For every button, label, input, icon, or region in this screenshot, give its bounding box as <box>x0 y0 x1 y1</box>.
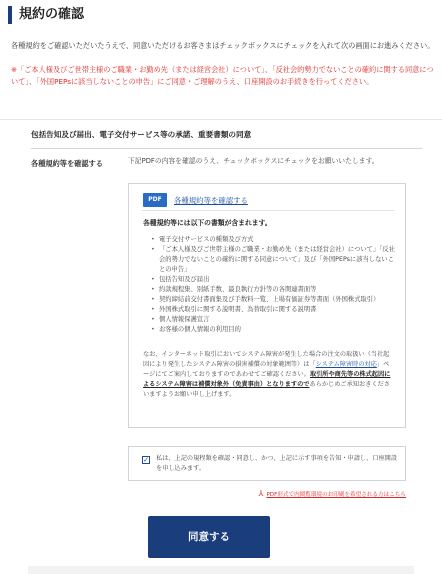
agree-checkbox[interactable]: ✓ <box>143 456 149 464</box>
pdf-request <box>259 489 406 498</box>
row-divider <box>31 148 422 149</box>
note-text: 」ページにてご案内しておりますのであわせてご確認ください。 <box>143 361 390 378</box>
documents-panel <box>128 183 406 428</box>
documents-heading: 各種規約等には以下の書類が含まれます。 <box>143 219 272 227</box>
list-item: • 「ご本人様及びご世帯主様のご職業・お勤め先（または経営会社）について」「反社会的勢力でないことの確約に関する同意について」及び「外国PEPsに該当しないことの申告」 <box>151 245 397 275</box>
pdf-icon: ⅄ <box>258 489 264 498</box>
note-text: あらかじめご承知おきくださいますようお願い申し上げます。 <box>143 381 390 398</box>
list-item: • 約款規程集、別紙手数、最良執行方針等の各関連書面等 <box>151 285 397 295</box>
agreement-box <box>128 446 406 481</box>
list-item: • 電子交付サービスの種類及び方式 <box>151 235 397 245</box>
row-label: 各種規約等を確認する <box>31 159 103 168</box>
row-instruction: 下記PDFの内容を確認のうえ、チェックボックスにチェックをお願いいたします。 <box>128 157 379 165</box>
panel-divider <box>141 210 395 211</box>
notice-text: ※「ご本人様及びご世帯主様のご職業・お勤め先（または経営会社）について」、「反社会的勢力でないことの確約に関する同意について」、「外国PEPsに該当しないことの申告」にご同意・ご理解のうえ、口座開設のお手続きを行ってください。 <box>11 65 434 86</box>
list-item: • 外国株式取引に関する説明書、為替取引に関する説明書 <box>151 305 397 315</box>
list-item: • 個人情報保護宣言 <box>151 315 397 325</box>
section-divider <box>0 119 442 120</box>
agree-button[interactable]: 同意する <box>148 516 270 558</box>
intro-text: 各種規約をご確認いただいたうえで、同意いただけるお客さまはチェックボックスにチェックを入れて次の画面にお進みください。 <box>11 41 435 50</box>
list-item: • 包括告知及び届出 <box>151 275 397 285</box>
documents-link[interactable]: 各種規約等を確認する <box>174 195 248 205</box>
pdf-icon[interactable]: PDF <box>143 193 167 207</box>
note-emphasis: 取引所や商先等の株式起因によるシステム障害は補償対象外（免責事由）となりますので <box>143 371 391 388</box>
documents-link-row[interactable] <box>143 193 248 207</box>
pdf-request-link[interactable]: PDF形式で内閲覧環境のお印刷を希望される方はこちら <box>266 491 406 498</box>
list-item: • 契約締結前交付書面集及び手数料一覧、上場有価証券等書面（外国株式取引） <box>151 295 397 305</box>
system-failure-note <box>143 350 395 400</box>
system-failure-link[interactable]: システム障害時の対応 <box>315 361 377 368</box>
agree-label[interactable]: 私は、上記の規程類を確認・同意し、かつ、上記に示す事項を告知・申請し、口座開設を申し込みます。 <box>156 455 398 472</box>
page-title: 規約の確認 <box>8 6 84 24</box>
list-item: • お客様の個人情報の利用目的 <box>151 325 397 335</box>
section-heading: 包括告知及び届出、電子交付サービス等の承諾、重要書類の同意 <box>31 130 252 139</box>
documents-list <box>151 235 397 335</box>
footer-band <box>28 566 414 574</box>
note-text: なお、インターネット取引においてシステム障害が発生した場合の注文の取扱い（当社起因により発生したシステム障害の損害補償の対象範囲等）は「 <box>143 351 390 368</box>
